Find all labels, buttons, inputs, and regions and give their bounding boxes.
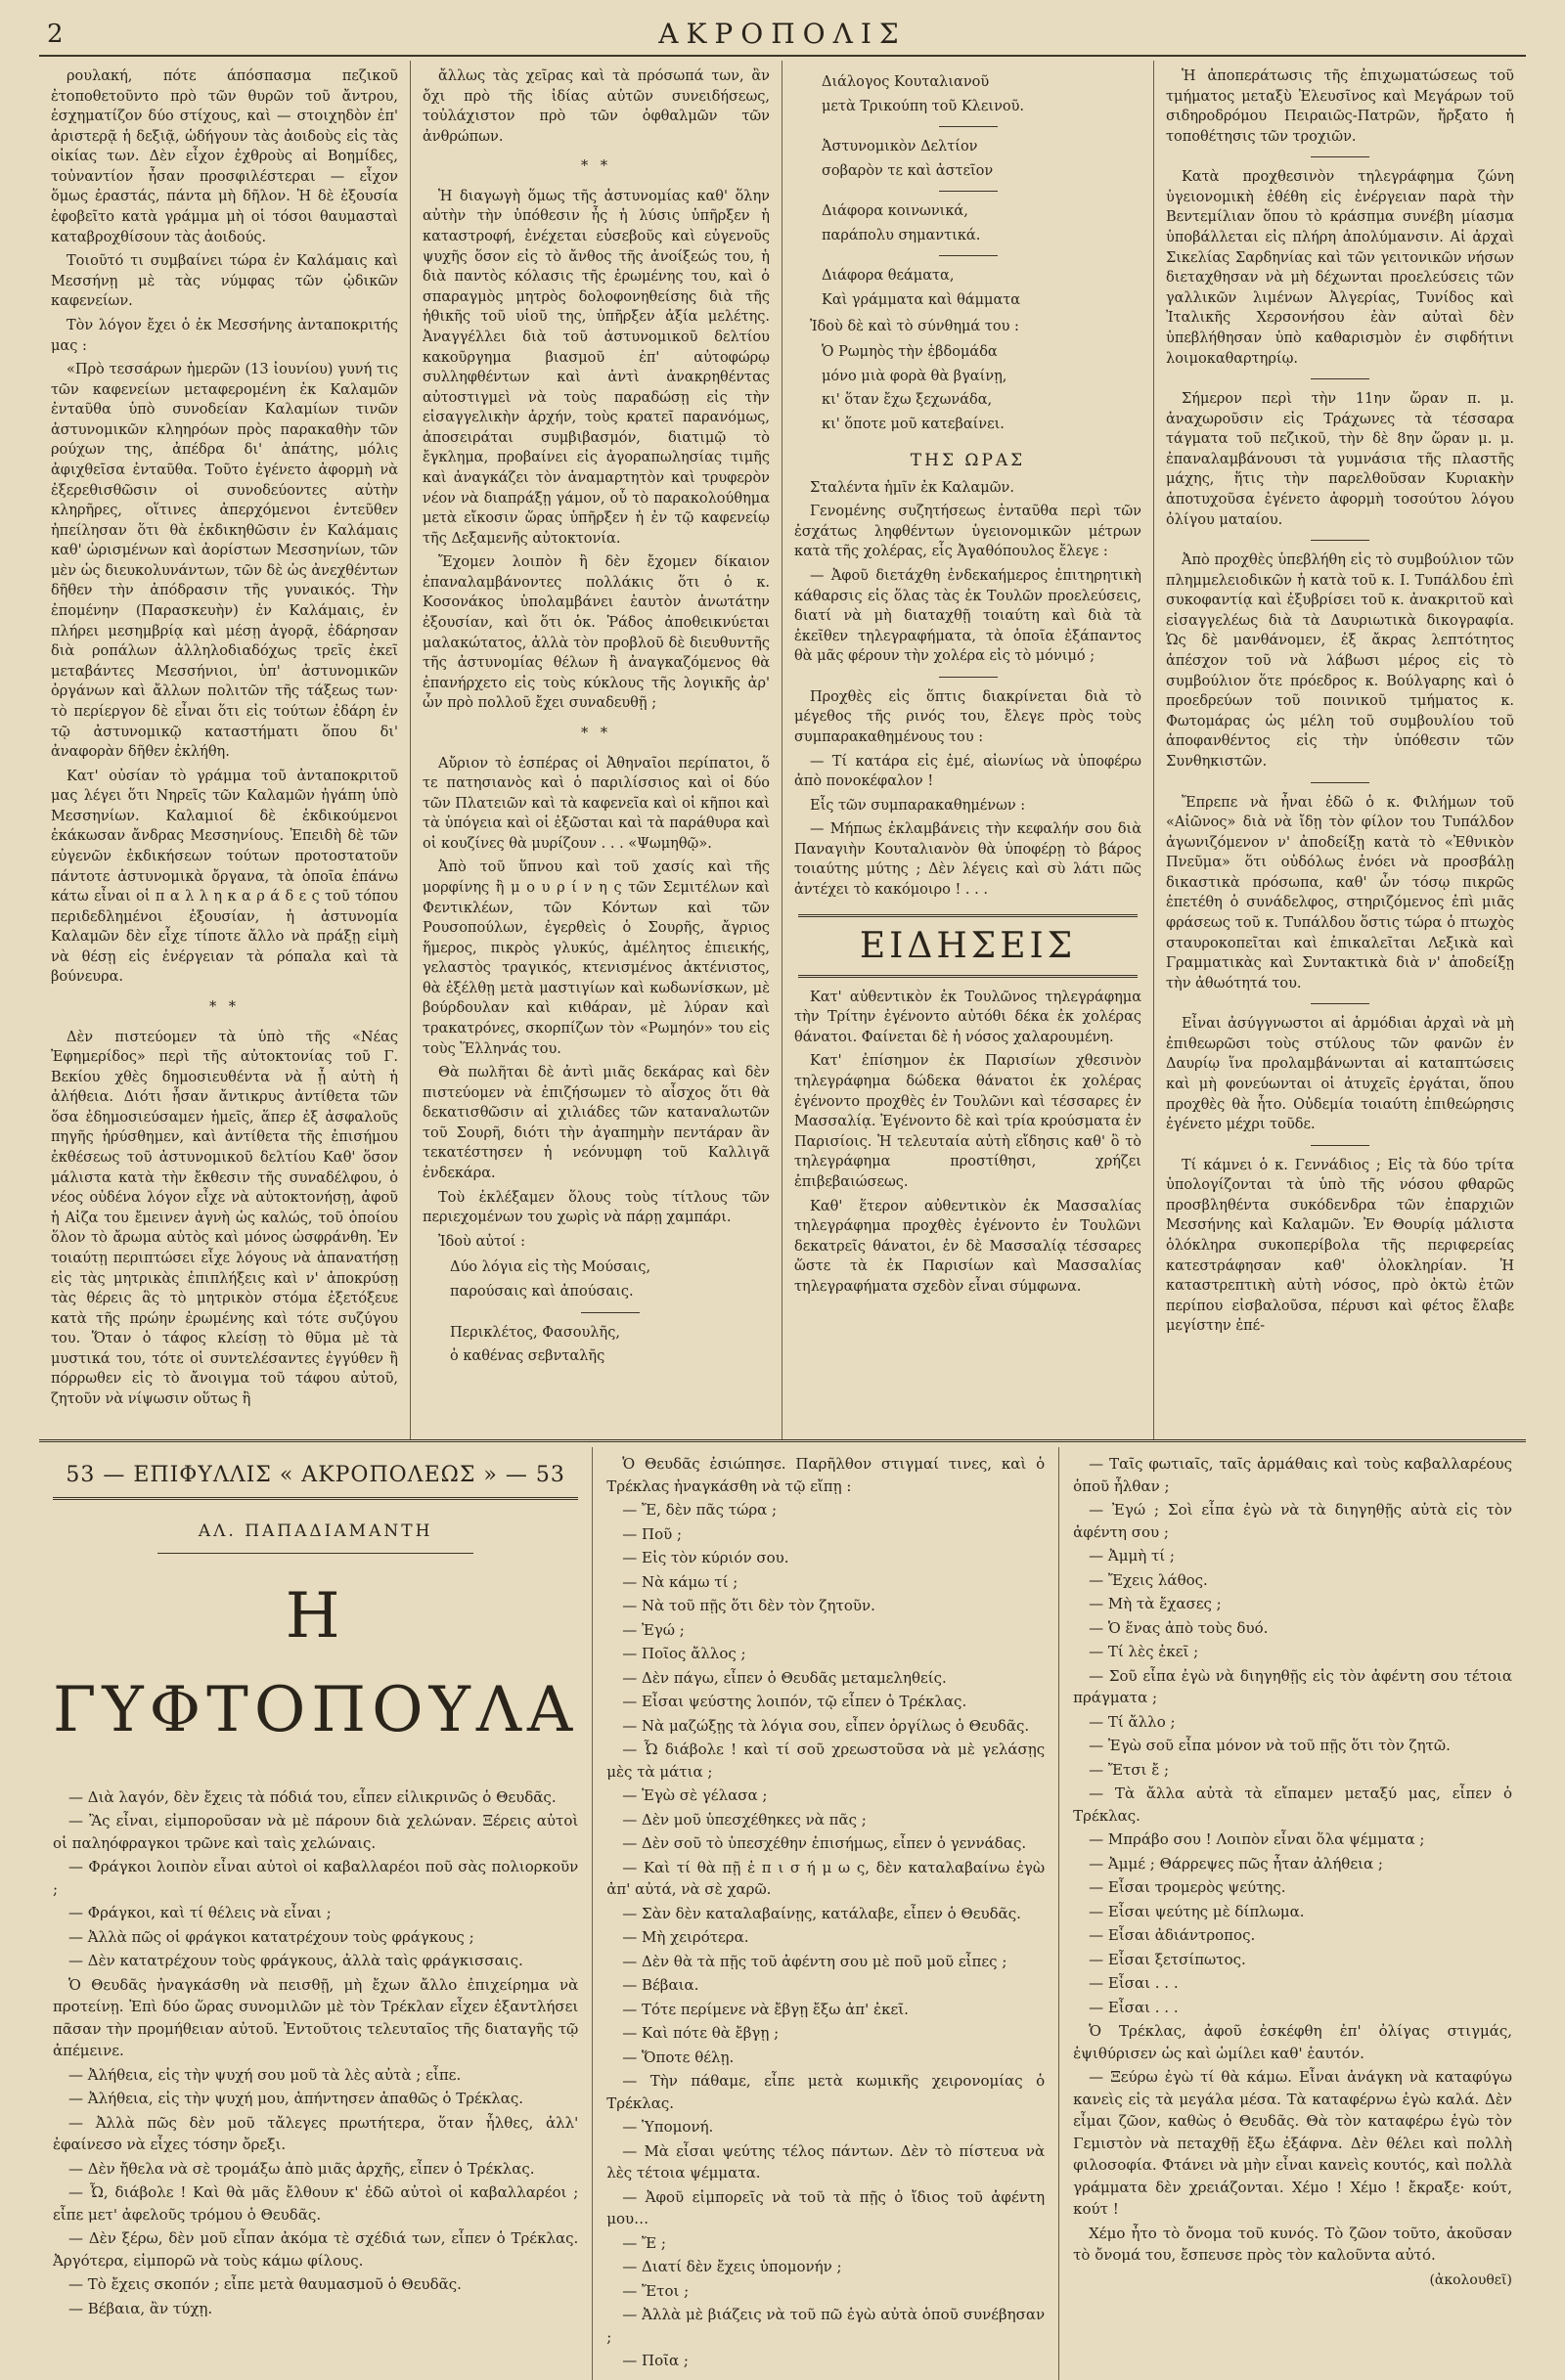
- dialogue-line: — Ἔτσι ἔ ;: [1089, 1760, 1170, 1779]
- divider: [1311, 1003, 1369, 1004]
- dialogue-line: — Καὶ πότε θὰ ἔβγῃ ;: [622, 2024, 780, 2042]
- dialogue-line: — Ὦ, διάβολε ! Καὶ θὰ μᾶς ἔλθουν κ' ἐδῶ αὐτοὶ οἱ καβαλλαρέοι ; εἶπε μετ' ἀφελοῦς τρόμου ὁ Θευδᾶς.: [53, 2183, 579, 2224]
- dialogue-line: — Δὲν μοῦ ὑπεσχέθηκες νὰ πᾶς ;: [622, 1810, 867, 1829]
- verse-line: Καὶ γράμματα καὶ θάμματα: [822, 292, 1021, 309]
- column-3: [782, 61, 1154, 1439]
- dialogue-line: — Τότε περίμενε νὰ ἔβγῃ ἔξω ἀπ' ἐκεῖ.: [622, 2000, 909, 2018]
- dialogue-line: — Βέβαια, ἂν τύχῃ.: [68, 2299, 213, 2317]
- dialogue-line: — Τὸ ἔχεις σκοπόν ; εἶπε μετὰ θαυμασμοῦ ὁ Θευδᾶς.: [68, 2275, 462, 2293]
- dialogue-line: — Δὲν σοῦ τὸ ὑπεσχέθην ἐπισήμως, εἶπεν ὁ γεννάδας.: [622, 1834, 1027, 1852]
- dialogue-line: — Μὴ τὰ ἔχασες ;: [1089, 1595, 1222, 1612]
- paragraph: Κατ' αὐθεντικὸν ἐκ Τουλῶνος τηλεγράφημα τὴν Τρίτην ἐγένοντο αὐτόθι δέκα ἐκ χολέρας θάνατοι. Φαίνεται δὲ ἡ νόσος χαλαρουμένη.: [794, 989, 1141, 1045]
- paragraph: Εἷς τῶν συμπαρακαθημένων :: [810, 797, 1026, 814]
- dialogue-line: — Καὶ τί θὰ πῇ ἐ π ι σ ή μ ω ς, δὲν καταλαβαίνω ἐγὼ ἀπ' αὐτά, νὰ σὲ χαρῶ.: [606, 1858, 1046, 1898]
- paragraph: Ἔχομεν λοιπὸν ἢ δὲν ἔχομεν δίκαιον ἐπαναλαμβάνοντες πολλάκις ὅτι ὁ κ. Κοσονάκος ὑπολαμβάνει ἑαυτὸν ἀνωτάτην ἐξουσίαν, καὶ ὅτι ὁκ. Ῥάδος ἀποθεικνύεται μαλακώτατος, ἀλλὰ τὸν προβλοῦ δὲ διευθυντῆς τῆς ἀστυνομίας θέλων ἢ ἀναγκαζόμενος θὰ ἐπανήρχετο εἰς τοὺς κύκλους τῆς λογικῆς ἀρ' ὧν πρὸ πολλοῦ ἔχει συναδευθῇ ;: [423, 554, 770, 712]
- verse-line: κι' ὅποτε μοῦ κατεβαίνει.: [822, 416, 1005, 432]
- title-list: [423, 1257, 770, 1366]
- continued-note: (ἀκολουθεῖ): [1429, 2271, 1512, 2288]
- list-line: Δύο λόγια εἰς τὴς Μούσαις,: [450, 1259, 651, 1276]
- verse-line: παράπολυ σημαντικά.: [822, 227, 981, 243]
- paragraph: Ἀπὸ προχθὲς ὑπεβλήθη εἰς τὸ συμβούλιον τῶν πλημμελειοδικῶν ἡ κατὰ τοῦ κ. Ι. Τυπάλδου ἐπὶ συκοφαντίᾳ καὶ ἐξυβρίσει τοῦ κ. ἀνακριτοῦ καὶ εἰσαγγελέως διὰ τὰ Δαυριωτικὰ δικογραφία. Ὡς δὲ μανθάνομεν, ἐξ ἄκρας λεπτότητος ἀπέσχον τοῦ νὰ λάβωσι μέρος εἰς τὸ συμβούλιον ὅτε πρόεδρος κ. Βούλγαρης καὶ ὁ προεδρεύων τοῦ ποινικοῦ τμήματος κ. Φωτομάρας ὡς μέλη τοῦ συμβουλίου τοῦ ἀποφανθέντος εἰς τὴν ὑπόθεσιν τῶν Συνθηκιστῶν.: [1166, 552, 1514, 770]
- dialogue-line: — Δὲν κατατρέχουν τοὺς φράγκους, ἀλλὰ ταὶς φράγκισσαις.: [68, 1952, 523, 1969]
- dialogue-line: — Μπράβο σου ! Λοιπὸν εἶναι ὅλα ψέμματα ;: [1089, 1830, 1425, 1848]
- dialogue-line: — Εἶσαι . . .: [1089, 1998, 1179, 2016]
- divider: [1311, 156, 1369, 157]
- dialogue-line: — Δὲν θὰ τὰ πῇς τοῦ ἀφέντη σου μὲ ποῦ μοῦ εἶπες ;: [622, 1952, 1007, 1970]
- column-2: [411, 61, 782, 1439]
- paragraph: — Μήπως ἐκλαμβάνεις τὴν κεφαλήν σου διὰ Παναγιὴν Κουταλιανὸν θὰ ὑποφέρῃ τὸ βάρος τοιαύτης μύτης ; Δὲν λέγεις καὶ σὺ λάτι πῶς ἀντέχει τὸ κακόμοιρο ! . . .: [794, 821, 1141, 899]
- dialogue-line: — Εἶσαι τρομερὸς ψεύτης.: [1089, 1878, 1286, 1896]
- section-separator: * *: [580, 158, 612, 175]
- section-heading: ΤΗΣ ΩΡΑΣ: [910, 450, 1026, 470]
- dialogue-line: — Δὲν πάγω, εἶπεν ὁ Θευδᾶς μεταμεληθείς.: [622, 1668, 947, 1687]
- divider: [939, 677, 998, 678]
- dialogue-line: — Διὰ λαγόν, δὲν ἔχεις τὰ πόδιά του, εἶπεν εἰλικρινῶς ὁ Θευδᾶς.: [68, 1787, 557, 1806]
- paragraph: Ἡ ἀποπεράτωσις τῆς ἐπιχωματώσεως τοῦ τμήματος μεταξὺ Ἐλευσῖνος καὶ Μεγάρων τοῦ σιδηροδρόμου Πειραιῶς-Πατρῶν, ἤρξατο ἡ τοποθέτησις τῶν τροχιῶν.: [1166, 68, 1514, 145]
- paragraph: Εἶναι ἀσύγγνωστοι αἱ ἁρμόδιαι ἀρχαὶ νὰ μὴ ἐπιθεωρῶσι τοὺς στύλους τῶν φανῶν ἐν Δαυρίῳ ἵνα προλαμβάνωνται αἱ καταπτώσεις καὶ μὴ φονεύωνται οἱ ἀτυχεῖς ἐργάται, ὅπου προχθὲς θὰ ἦτο. Οὐδεμία τοιαύτη ἐπιθεώρησις ἐγένετο μέχρι τοῦδε.: [1166, 1016, 1514, 1133]
- dialogue-line: — Ἀμμέ ; Θάρρεψες πῶς ἦταν ἀλήθεια ;: [1089, 1854, 1383, 1873]
- paragraph: Αὔριον τὸ ἑσπέρας οἱ Ἀθηναῖοι περίπατοι, ὅ τε πατησιανὸς καὶ ὁ παριλίσσιος καὶ οἱ δύο τῶν Πλατειῶν καὶ τὰ καφενεῖα καὶ οἱ κῆποι καὶ τὰ ὑπόγεια καὶ οἱ ἐξῶσται καὶ τὰ παράθυρα καὶ οἱ κουζίνες θὰ μυρίζουν . . . «Ψωμηθῷ».: [423, 755, 770, 852]
- divider: [939, 255, 998, 256]
- dialogue-line: — Ξεύρω ἐγὼ τί θὰ κάμω. Εἶναι ἀνάγκη νὰ καταφύγω κανεὶς εἰς τὰ μεγάλα μέσα. Τὰ καταφέρνω ἐγὼ καλά. Δὲν εἶμαι ζῶον, καθὼς ὁ Θευδᾶς. Θὰ τὸν καταφέρω ἐγὼ τὸν Γεμιστὸν νὰ πεταχθῇ ἔξω ἐξάφνα. Δὲν θέλει καὶ πολλὴ φιλοσοφία. Φτάνει νὰ μὴν εἶναι κανεὶς κουτός, καὶ πολλὰ γράμματα δὲν χρειάζονται. Χέμο ! Χέμο ! ἔκραξε· κούτ, κούτ !: [1073, 2068, 1512, 2218]
- verse-line: σοβαρὸν τε καὶ ἀστεῖον: [822, 162, 994, 179]
- serial-column-2: [593, 1447, 1059, 2380]
- paragraph: Ἀπὸ τοῦ ὕπνου καὶ τοῦ χασίς καὶ τῆς μορφίνης ἢ μ ο υ ρ ί ν η ς τῶν Σεμιτέλων καὶ Φεντικλέων, τῶν Κόντων καὶ τῶν Ρουσοπούλων, ἐγερθεὶς ὁ Σουρῆς, ἄγριος ἥμερος, πικρὸς γλυκύς, ἀμέλητος ἐπιεικής, γελαστὸς τραγικός, κτενισμένος ἀκτένιστος, θὰ ἐξέλθῃ μετὰ μαστιγίων καὶ κωδωνίσκων, μὲ βούρδουλαν καὶ κιθάραν, μὲ λύραν καὶ τρακατρόνες, σκορπίζων τὸν «Ρωμηόν» του εἰς τοὺς Ἕλληνάς του.: [423, 859, 770, 1057]
- serial-column-3: [1059, 1447, 1526, 2380]
- dialogue-line: — Σοῦ εἶπα ἐγὼ νὰ διηγηθῇς εἰς τὸν ἀφέντη σου τέτοια πράγματα ;: [1073, 1666, 1512, 1706]
- dialogue-line: — Ὦ διάβολε ! καὶ τί σοῦ χρεωστοῦσα νὰ μὲ γελάσῃς μὲς τὰ μάτια ;: [606, 1741, 1046, 1781]
- verse-block: [794, 72, 1141, 116]
- paragraph: Τοὺ ἐκλέξαμεν ὅλους τοὺς τίτλους τῶν περιεχομένων του χωρὶς νὰ πάρῃ χαμπάρι.: [423, 1189, 770, 1226]
- dialogue-line: — Τί λὲς ἐκεῖ ;: [1089, 1643, 1199, 1660]
- dialogue-line: — Δὲν ἤθελα νὰ σὲ τρομάξω ἀπὸ μιᾶς ἀρχῆς, εἶπεν ὁ Τρέκλας.: [68, 2159, 535, 2178]
- dialogue-line: — Ἀλήθεια, εἰς τὴν ψυχή μου, ἀπήντησεν ἀπαθῶς ὁ Τρέκλας.: [68, 2090, 523, 2107]
- story-title: Η ΓΥΦΤΟΠΟΥΛΑ: [53, 1579, 579, 1746]
- dialogue-line: — Νὰ μαζώξῃς τὰ λόγια σου, εἶπεν ὀργίλως ὁ Θευδᾶς.: [622, 1716, 1030, 1735]
- masthead: [39, 14, 1526, 57]
- verse-block: [794, 201, 1141, 245]
- dialogue-line: — Ὅποτε θέλῃ.: [622, 2048, 735, 2066]
- dialogue-line: Ὁ Θευδᾶς ἐσιώπησε. Παρῆλθον στιγμαί τινες, καὶ ὁ Τρέκλας ἠναγκάσθη νὰ τῷ εἴπῃ :: [606, 1455, 1046, 1495]
- paragraph: Κατὰ προχθεσινὸν τηλεγράφημα ζώνη ὑγειονομικὴ ἐθέθη εἰς ἐνέργειαν παρὰ τὴν Βεντεμίλιαν ὅπου τὸ κράσπμα συνέβη μίασμα ὑποβάλλεται εἰς πλήρη ἀπολύμανσιν. Αἱ ἀρχαὶ Σικελίας Σαρδηνίας καὶ τῶν γειτονικῶν νήσων διεταχθησαν νὰ μὴ δέχωνται προελεύσεις τῶν γαλλικῶν λιμένων Ἀλγερίας, Τυνίδος καὶ Ἰταλικῆς Χερσονήσου ἐὰν αὐταὶ δὲν ὑπεβλήθησαν ὑπὸ καθαρισμὸν ἐν σιφδήτινι λοιμοκαθαρτηρίῳ.: [1166, 169, 1514, 367]
- verse-line: Διάφορα θεάματα,: [822, 268, 955, 285]
- dialogue-line: — Ἀλλὰ πῶς οἱ φράγκοι κατατρέχουν τοὺς φράγκους ;: [68, 1927, 474, 1946]
- dialogue-line: — Τὰ ἄλλα αὐτὰ τὰ εἴπαμεν μεταξύ μας, εἶπεν ὁ Τρέκλας.: [1073, 1785, 1512, 1825]
- dialogue-line: — Εἶσαι ψεύστης λοιπόν, τῷ εἶπεν ὁ Τρέκλας.: [622, 1693, 967, 1710]
- dialogue-line: — Ἐγὼ σοῦ εἶπα μόνον νὰ τοῦ πῇς ὅτι τὸν ζητῶ.: [1089, 1737, 1451, 1754]
- divider: [1311, 782, 1369, 783]
- dialogue-line: — Εἶσαι ξετσίπωτος.: [1089, 1950, 1246, 1968]
- dialogue-line: — Τί ἄλλο ;: [1089, 1712, 1176, 1731]
- dialogue-line: — Ὁ ἕνας ἀπὸ τοὺς δυό.: [1089, 1618, 1269, 1637]
- divider: [1311, 378, 1369, 379]
- dialogue-line: — Σὰν δὲν καταλαβαίνῃς, κατάλαβε, εἶπεν ὁ Θευδᾶς.: [622, 1904, 1021, 1922]
- dialogue-line: — Τὴν πάθαμε, εἶπε μετὰ κωμικῆς χειρονομίας ὁ Τρέκλας.: [606, 2072, 1046, 2112]
- dialogue-line: — Ἀμμὴ τί ;: [1089, 1547, 1175, 1565]
- verse-block: [794, 342, 1141, 434]
- section-separator: * *: [208, 999, 241, 1016]
- dialogue-line: — Ἀλλὰ μὲ βιάζεις νὰ τοῦ πῶ ἐγὼ αὐτὰ ὁποῦ συνέβησαν ;: [606, 2306, 1046, 2346]
- dialogue-line: Ὁ Τρέκλας, ἀφοῦ ἐσκέφθη ἐπ' ὀλίγας στιγμάς, ἐψιθύρισεν ὡς καὶ ὡμίλει καθ' ἑαυτόν.: [1073, 2022, 1512, 2062]
- verse-line: μετὰ Τρικούπη τοῦ Κλεινοῦ.: [822, 98, 1025, 114]
- paragraph: Σταλέντα ἡμῖν ἐκ Καλαμῶν.: [810, 479, 1014, 496]
- feuilleton-section: [39, 1447, 1526, 2369]
- dialogue-line: — Εἰς τὸν κύριόν σου.: [622, 1549, 789, 1566]
- dialogue-line: — Εἶσαι ψεύτης μὲ δίπλωμα.: [1089, 1902, 1305, 1920]
- divider: [939, 126, 998, 127]
- dialogue-line: — Ὑπομονή.: [622, 2118, 714, 2136]
- dialogue-line: — Νὰ κάμω τί ;: [622, 1572, 738, 1591]
- dialogue-line: — Δὲν ξέρω, δὲν μοῦ εἶπαν ἀκόμα τὲ σχέδιά των, εἶπεν ὁ Τρέκλας. Ἀργότερα, εἰμπορῶ νὰ τοὺς κάμω φίλους.: [53, 2229, 579, 2270]
- list-line: Περικλέτος, Φασουλῆς,: [450, 1324, 620, 1341]
- paragraph: «Πρὸ τεσσάρων ἡμερῶν (13 ἰουνίου) γυνή τις τῶν καφενείων μεταφερομένη ἐκ Καλαμῶν ἐνταῦθα ὑπὸ συνοδείαν Καλαμίων τινῶν ἀστυνομικῶν κληηρόων πρὸς παρακαθὴν τῶν ρούχων της, ἀπέδρα δι' ἀπάτης, μόλις ἀφιχθεῖσα ἐνταῦθα. Τοῦτο ἐγένετο ἀφορμὴ νὰ ἐξερεθισθῶσιν οἱ συνοδεύοντες αὐτὴν κληρῆρες, οἵτινες ἀπερχόμενοι ἐντεῦθεν ἠπείλησαν ὅτι θὰ ἐκδικηθῶσιν ἐν Καλάμαις καθ' ὡρισμένων καὶ ἀορίστων Μεσσηνίων, τῶν μὲν ὡς διευκολυνάντων, τῶν δὲ ὡς ἀνεχθέντων δῆθεν τὴν ἀπόδρασιν τῆς γυναικός. Τὴν ἐπομένην (Παρασκευὴν) ἐν Καλάμαις, ἐν πλήρει μεσημβρίᾳ καὶ μέσῃ ἀγορᾷ, ἐδάρησαν διὰ ροπάλων ἀλληλοδιαδόχως τρεῖς ἐκεῖ μεταβάντες Μεσσήνιοι, ὑπ' ἀστυνομικῶν ὀργάνων καὶ ἄλλων πολιτῶν τῆς τάξεως των· τὸ περίεργον δὲ εἶναι ὅτι εἰς τούτων ἐδάρη ἐν τῷ ἀστυνομικῷ καταστήματι ὅπου δι' ἀναφορὰν δῆθεν ἐκλήθη.: [51, 362, 398, 761]
- dialogue-line: — Ἔτοι ;: [622, 2281, 690, 2300]
- feuilleton-header: 53 — ΕΠΙΦΥΛΛΙΣ « ΑΚΡΟΠΟΛΕΩΣ » — 53: [53, 1459, 578, 1500]
- dialogue-line: — Φράγκοι, καὶ τί θέλεις νὰ εἶναι ;: [68, 1904, 332, 1921]
- paragraph: Τὸν λόγον ἔχει ὁ ἐκ Μεσσήνης ἀνταποκριτής μας :: [51, 317, 398, 354]
- paragraph: Θὰ πωλῆται δὲ ἀντὶ μιᾶς δεκάρας καὶ δὲν πιστεύομεν νὰ ἐπιζήσωμεν τὸ αἶσχος ὅτι θὰ δεκατισθῶσιν αἱ χιλιάδες τῶν καταναλωτῶν τοῦ Σουρῆ, διότι τὴν ἀγαπημὴν πεντάραν ἂν τεκατέστησεν ἡ νεόνυμφη τοῦ Καλλιγᾶ ἐνδεκάρα.: [423, 1065, 770, 1182]
- divider: [939, 191, 998, 192]
- dialogue-line: — Ἔ ;: [622, 2233, 666, 2252]
- dialogue-line: — Ἐγώ ;: [622, 1620, 685, 1639]
- divider: [581, 1312, 640, 1313]
- verse-line: Διάλογος Κουταλιανοῦ: [822, 74, 990, 90]
- dialogue-line: — Μὰ εἶσαι ψεύτης τέλος πάντων. Δὲν τὸ πίστευα νὰ λὲς τέτοια ψέμματα.: [606, 2141, 1046, 2182]
- paragraph: Ἰδοὺ αὐτοί :: [438, 1233, 525, 1250]
- dialogue-line: — Εἶσαι ἀδιάντροπος.: [1089, 1926, 1256, 1944]
- dialogue-line: — Ἂς εἶναι, εἰμποροῦσαν νὰ μὲ πάρουν διὰ χελώναν. Ξέρεις αὐτοὶ οἱ παληόφραγκοι τρῶνε καὶ ταὶς χελώναις.: [53, 1812, 579, 1852]
- paragraph: — Ἀφοῦ διετάχθη ἐνδεκαήμερος ἐπιτηρητικὴ κάθαρσις εἰς ὅλας τὰς ἐκ Τουλῶν προελεύσεις, διατί νὰ μὴ διαταχθῇ τοιαύτη καὶ διὰ τὰ ἐκεῖθεν τηλεγραφήματα, τὰ ὁποῖα ἐξάπαντος θὰ μᾶς φέρουν τὴν χολέρα εἰς τὸ μόνιμό ;: [794, 567, 1141, 665]
- dialogue-line: — Διατί δὲν ἔχεις ὑπομονήν ;: [622, 2258, 842, 2275]
- dialogue-line: — Φράγκοι λοιπὸν εἶναι αὐτοὶ οἱ καβαλλαρέοι ποῦ σὰς πολιορκοῦν ;: [53, 1858, 579, 1898]
- dialogue-line: — Ταῖς φωτιαῖς, ταῖς ἁρμάθαις καὶ τοὺς καβαλλαρέους ὁποῦ ἦλθαν ;: [1073, 1455, 1512, 1495]
- newspaper-title: ΑΚΡΟΠΟΛΙΣ: [658, 18, 907, 50]
- verse-line: Διάφορα κοινωνικά,: [822, 203, 968, 220]
- paragraph: — Τί κατάρα εἰς ἐμέ, αἰωνίως νὰ ὑποφέρω ἀπὸ πονοκέφαλον !: [794, 753, 1141, 790]
- dialogue-line: — Ποῖος ἄλλος ;: [622, 1645, 746, 1662]
- paragraph: Κατ' ἐπίσημον ἐκ Παρισίων χθεσινὸν τηλεγράφημα δώδεκα θάνατοι ἐκ χολέρας ἐγένοντο προχθὲς ἐν Τουλῶνι καὶ τέσσαρες ἐν Μασσαλίᾳ. Ἐγένοντο δὲ καὶ τρία κρούσματα ἐν Παρισίοις. Ἡ τελευταία αὐτὴ εἴδησις καθ' ὃ τὸ τηλεγράφημα προστίθησι, χρήζει ἐπιβεβαιώσεως.: [794, 1053, 1141, 1190]
- paragraph: Καθ' ἕτερον αὐθεντικὸν ἐκ Μασσαλίας τηλεγράφημα προχθὲς ἐγένοντο ἐν Τουλῶνι δεκατρεῖς θάνατοι, ἐν δὲ Μασσαλίᾳ τέσσαρες ὥστε τὰ ἐκ Παρισίων καὶ Μασσαλίας τηλεγραφήματα σχεδὸν εἶναι σύμφωνα.: [794, 1198, 1141, 1295]
- list-line: ὁ καθένας σεβνταλῆς: [450, 1348, 605, 1365]
- news-columns: [39, 61, 1526, 1442]
- paragraph: Δὲν πιστεύομεν τὰ ὑπὸ τῆς «Νέας Ἐφημερίδος» περὶ τῆς αὐτοκτονίας τοῦ Γ. Βεκίου χθὲς δημοσιευθέντα νὰ ᾖ αὐτὴ ἡ ἀλήθεια. Διότι ἦσαν ἄντικρυς ἀντίθετα τῶν ὅσα ἐδημοσιεύσαμεν ἡμεῖς, ἅπερ ἐξ ἀσφαλοῦς πηγῆς ἠρύσθημεν, καὶ ἀντίθετα τῆς ἐπισήμου ἐκθέσεως τοῦ ἀστυνομικοῦ δελτίου Καθ' ὅσον μάλιστα κατὰ τὴν ἔκθεσιν τῆς συναδέλφου, ὁ νέος οὐδένα λόγον εἶχε νὰ αὐτοκτονήσῃ, ἀφοῦ ἡ Αἰζα του ἔμεινεν ἀγνὴ ὡς καλώς, τοῦ ὁποίου ὅλον τὸ ἄρωμα αὐτὸς καὶ μόνος ὠσφράνθη. Ἐν τοιαύτῃ περιπτώσει εἶχε λόγους νὰ ἀπανατήσῃ εἰς τὰς μητρικὰς ἐπιπλήξεις καὶ ν' ἀποκρύσῃ τὰς θέρεις ἃς τὸ μητρικὸν στόμα ἐξετόξευε κατὰ τῆς πρώην ἐρωμένης καὶ τότε συζύγου του. Ὅταν ὁ τάφος κλείσῃ τὸ θῦμα μὲ τὰ μυστικά του, τότε οἱ συντελέσαντες ἐγγύθεν ἢ πόρρωθεν εἰς τὸ ἄνοιγμα τοῦ τάφου αὐτοῦ, ζητοῦν νὰ νίψωσιν οὕτως ἢ: [51, 1029, 398, 1407]
- section-separator: * *: [580, 725, 612, 741]
- divider: [1311, 1145, 1369, 1146]
- dialogue-line: Ὁ Θευδᾶς ἠναγκάσθη νὰ πεισθῇ, μὴ ἔχων ἄλλο ἐπιχείρημα νὰ προτείνῃ. Ἐπὶ δύο ὥρας συνομιλῶν μὲ τὸν Τρέκλαν εἶχεν ἐξαντλήσει πᾶσαν τὴν προμήθειαν αὐτοῦ. Ἐντοῦτοις τελευταῖος τῆς διαταγῆς τῷ ἀπέμεινε.: [53, 1975, 579, 2059]
- paragraph: Τοιοῦτό τι συμβαίνει τώρα ἐν Καλάμαις καὶ Μεσσήνῃ μὲ τὰς νύμφας τῶν ᾠδικῶν καφενείων.: [51, 253, 398, 310]
- dialogue-line: — Ἀφοῦ εἰμπορεῖς νὰ τοῦ τὰ πῇς ὁ ἴδιος τοῦ ἀφέντη μου…: [606, 2187, 1046, 2227]
- author-name: ΑΛ. ΠΑΠΑΔΙΑΜΑΝΤΗ: [198, 1521, 433, 1541]
- page-number: 2: [47, 20, 64, 49]
- divider: [157, 1553, 472, 1554]
- dialogue-line: — Ἀλλὰ πῶς δὲν μοῦ τἄλεγες πρωτήτερα, ὅταν ἦλθες, ἀλλ' ἐφαίνεσο νὰ εἶχες τόσην ὄρεξι.: [53, 2113, 579, 2153]
- paragraph: ρουλακή, πότε άπόσπασμα πεζικοῦ ἐτοποθετοῦντο πρὸ τῶν θυρῶν τοῦ ἄντρου, ἐσχηματίζον δύο στίχους, καὶ — στοιχηδὸν ἐπ' ἀριστερᾷ ἡ δεξιᾷ, ὡδήγουν τὰς ἀοιδοὺς εἰς τὰς οἰκίας των. Δὲν εἶχον ἐχθροὺς αἱ Βοημίδες, τοὐναντίον ἦσαν προσφιλέστεραι — εἶχον ὅμως ἐραστάς, πάντα μὴ δῆλον. Ἡ δὲ ἐξουσία ἐφοβεῖτο κατὰ γράμμα μὴ οἱ τόσοι θαυμασταὶ καταβροχθίσουν τὰς ἀοιδούς.: [51, 68, 398, 245]
- verse-block: [794, 266, 1141, 310]
- verse-line: κι' ὅταν ἔχω ξεχωνάδα,: [822, 392, 993, 409]
- verse-line: Ἀστυνομικὸν Δελτίον: [822, 139, 978, 155]
- paragraph: Ἡ διαγωγὴ ὅμως τῆς ἀστυνομίας καθ' ὅλην αὐτὴν τὴν ὑπόθεσιν ἦς ἡ λύσις ὑπῆρξεν ἡ καταστροφή, ἐνέχεται εὐσεβοῦς καὶ εὐγενοῦς ψυχῆς ὅσον εἰς τὸ ἄνθος τῆς ἀνοίξεώς του, ἡ διὰ παντὸς κόλασις τῆς ἐρωμένης του, καὶ ὁ σπαραγμὸς μητρὸς δολοφονηθείσης διὰ τῆς ἠθικῆς τοῦ υἱοῦ της, ὑπῆρξεν ἀξία μελέτης. Ἀναγγέλλει διὰ τοῦ ἀστυνομικοῦ δελτίου κακοῦργημα βιασμοῦ ἐπ' αὐτοφώρῳ συλληφθέντων καὶ ἀντὶ ἀνακρηθέντας αὐτοστιγμεὶ νὰ τοὺς παραδώσῃ εἰς τὴν εἰσαγγελικὴν ἀρχήν, τοὺς κρατεῖ παρανόμως, ἀποσειράται συμβιβασμόν, διατιμῷ τὸ ἔγκλημα, προβαίνει εἰς ἀγοραπωλησίας τιμῆς καὶ ἀναγκάζει τὸν ἀναμαρτητὸν καὶ τρυφερὸν νέον νὰ διαπράξῃ γάμον, οὗ τὸ παρακολούθημα μετὰ εἴκοσιν ὥρας ὑπῆρξεν ἡ ἐν τῷ καφενείῳ τῆς Δεξαμενῆς αὐτοκτονία.: [423, 188, 770, 547]
- dialogue-line: — Εἶσαι . . .: [1089, 1974, 1179, 1992]
- paragraph: Κατ' οὐσίαν τὸ γράμμα τοῦ ἀνταποκριτοῦ μας λέγει ὅτι Νηρεῖς τῶν Καλαμῶν ἠγάπη ὑπὸ Μεσσηνίων. Καλαμιοί δὲ ἐκδικούμενοι ἐκάκωσαν ἄνδρας Μεσσηνίους. Ἐπειδὴ δὲ τῶν εὐγενῶν ἐκδικήσεων τούτων προτοστατοῦν πάντοτε ἀστυνομικὰ ὄργανα, τὰ ὁποῖα ἐπάνω κάτω εἶναι οἱ π α λ λ η κ α ρ ά δ ε ς τοῦ τόπου περιδεδλημένοι ἐξουσίαν, ἡ ἀστυνομία Καλαμῶν δὲν εἶχε τίποτε ἄλλο νὰ πράξῃ εἰμὴ νὰ θέσῃ εἰς ἐνέργειαν τὰ ρόπαλα καὶ τὰ βούνευρα.: [51, 768, 398, 986]
- paragraph: ἄλλως τὰς χεῖρας καὶ τὰ πρόσωπά των, ἂν ὄχι πρὸ τῆς ἰδίας αὐτῶν συνειδήσεως, τοὐλάχιστον πρὸ τῶν ὀφθαλμῶν τῶν ἀνθρώπων.: [423, 68, 770, 145]
- verse-line: μόνο μιὰ φορὰ θὰ βγαίνῃ,: [822, 368, 1007, 384]
- serial-column-1: [39, 1447, 593, 2380]
- dialogue-line: — Μὴ χειρότερα.: [622, 1928, 749, 1946]
- paragraph: Ἔπρεπε νὰ ἦναι ἐδῶ ὁ κ. Φιλήμων τοῦ «Αἰῶνος» διὰ νὰ ἴδῃ τὸν φίλον του Τυπάλδον ἀγωνιζόμενον ν' ἀποδείξῃ κατὰ τὸ «Ἐθνικὸν Πνεῦμα» ὅτι οὐδόλως ἐνόει νὰ προσβάλῃ δικαστικὰ πρόσωπα, καθ' ὧν τόσῳ πικρῶς ἐπετέθη ὁ συνάδελφος, στηριζόμενος ἐπὶ μιᾶς φράσεως τοῦ κ. Τυπάλδου ὅστις τώρα ὁ πτωχὸς σταυροκοπεῖται καὶ ἐπικαλεῖται Λεξικὰ καὶ Γραμματικὰς καὶ Συντακτικὰ διὰ ν' ἀποδείξῃ τὴν ἀθωότητά του.: [1166, 794, 1514, 992]
- paragraph: Τί κάμνει ὁ κ. Γεννάδιος ; Εἰς τὰ δύο τρίτα ὑπολογίζονται τὰ ὑπὸ τῆς νόσου φθαρῶς προσβληθέντα συκόδενδρα τῶν ἐπαρχιῶν Μεσσήνης καὶ Καλαμῶν. Ἐν Θουρίᾳ μάλιστα ὁλόκληρα συκοπερίβολα τῆς περιφερείας κατεστράφησαν καθ' ὁλοκληρίαν. Ἡ καταστρεπτικὴ αὐτὴ νόσος, πρὸ ὀκτὼ ἐτῶν περίπου εἰσβαλοῦσα, πέρυσι καὶ φέτος ἔλαβε μεγίστην ἐπέ-: [1166, 1157, 1514, 1335]
- paragraph: Προχθὲς εἰς ὅπτις διακρίνεται διὰ τὸ μέγεθος τῆς ρινός του, ἔλεγε πρὸς τοὺς συμπαρακαθημένους του :: [794, 688, 1141, 745]
- dialogue-line: — Νὰ τοῦ πῇς ὅτι δὲν τὸν ζητοῦν.: [622, 1597, 875, 1614]
- dialogue-line: — Ἐγώ ; Σοὶ εἶπα ἐγὼ νὰ τὰ διηγηθῇς αὐτὰ εἰς τὸν ἀφέντη σου ;: [1073, 1501, 1512, 1541]
- list-line: παρούσαις καὶ ἀπούσαις.: [450, 1283, 634, 1300]
- paragraph: Γενομένης συζητήσεως ἐνταῦθα περὶ τῶν ἐσχάτως ληφθέντων ὑγειονομικῶν μέτρων κατὰ τῆς χολέρας, εἷς Ἀγαθόπουλος ἔλεγε :: [794, 504, 1141, 560]
- divider: [1311, 540, 1369, 541]
- section-heading: ΕΙΔΗΣΕΙΣ: [798, 914, 1138, 978]
- verse-block: [794, 137, 1141, 181]
- column-4: [1154, 61, 1526, 1439]
- dialogue-line: — Ἀλήθεια, εἰς τὴν ψυχή σου μοῦ τὰ λὲς αὐτὰ ; εἶπε.: [68, 2065, 462, 2084]
- dialogue-line: — Ποῖα ;: [622, 2352, 689, 2369]
- dialogue-line: — Ἐγὼ σὲ γέλασα ;: [622, 1786, 768, 1804]
- verse-line: Ὁ Ρωμηὸς τὴν ἑβδομάδα: [822, 344, 998, 361]
- column-1: [39, 61, 411, 1439]
- dialogue-line: — Ἔ, δὲν πᾶς τώρα ;: [622, 1501, 778, 1519]
- paragraph: Ἰδοὺ δὲ καὶ τὸ σύνθημά του :: [810, 318, 1019, 334]
- dialogue-line: — Ποῦ ;: [622, 1524, 683, 1543]
- dialogue-line: — Βέβαια.: [622, 1976, 699, 1994]
- dialogue-line: Χέμο ἦτο τὸ ὄνομα τοῦ κυνός. Τὸ ζῶον τοῦτο, ἀκοῦσαν τὸ ὄνομά του, ἔσπευσε πρὸς τὸν καλοῦντα αὐτό.: [1073, 2224, 1512, 2264]
- paragraph: Σήμερον περὶ τὴν 11ην ὥραν π. μ. ἀναχωροῦσιν εἰς Τράχωνες τὰ τέσσαρα τάγματα τοῦ πεζικοῦ, τὴν δὲ 8ην ὥραν μ. μ. ἐπαναλαμβάνουσι τὰ γυμνάσια τῆς πλαστῆς μάχης, ἥτις τὴν παρελθοῦσαν Κυριακὴν ἀποτυχοῦσα ἐγένετο ἀφορμὴ τοσούτου λόγου ὀλίγου ματαίου.: [1166, 391, 1514, 528]
- dialogue-line: — Ἔχεις λάθος.: [1089, 1570, 1208, 1589]
